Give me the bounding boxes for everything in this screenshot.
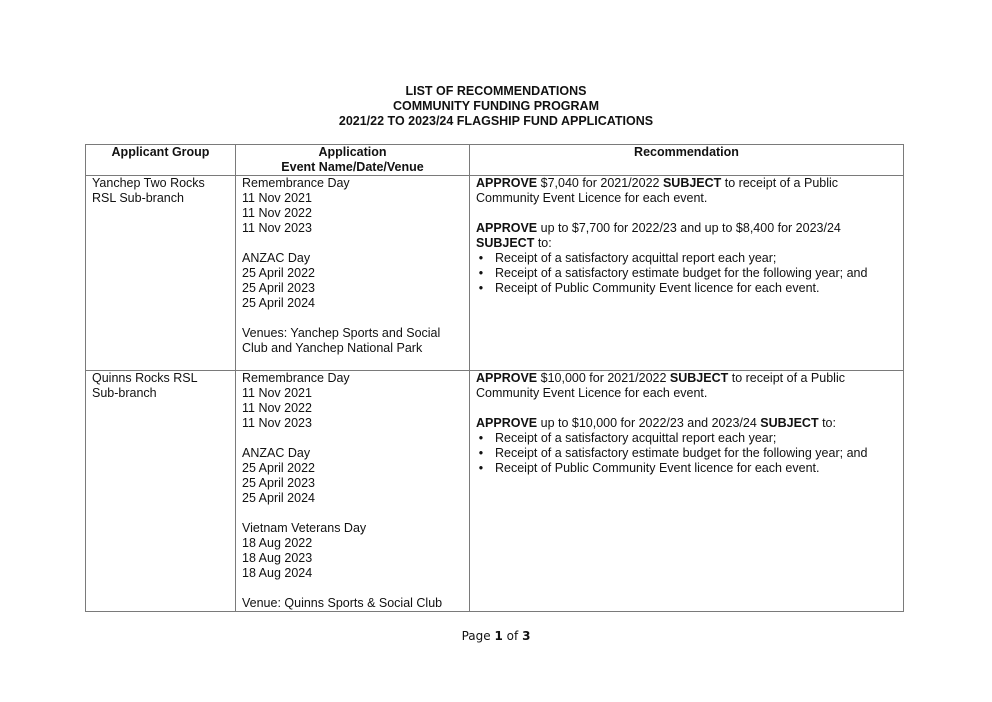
condition-item: • Receipt of Public Community Event licence for each event. [495,461,897,476]
conditions-list [476,251,897,296]
recommendation-initial [476,371,897,401]
event-date: 25 April 2023 [242,476,315,490]
event-date: 18 Aug 2022 [242,536,313,550]
approve-amount: $10,000 for 2021/2022 [537,371,670,385]
page-word: Page [461,629,491,643]
event-date: 11 Nov 2023 [242,221,312,235]
keyword-subject: SUBJECT [760,416,819,430]
applicant-cell [86,371,236,612]
keyword-approve: APPROVE [476,371,538,385]
header-application [236,145,470,176]
application-cell [236,176,470,371]
total-page-count: 3 [522,629,531,643]
keyword-approve: APPROVE [476,176,538,190]
keyword-subject: SUBJECT [669,371,729,385]
applicant-name-line2: RSL Sub-branch [92,191,184,205]
recommendation-cell [470,176,904,371]
event-name: ANZAC Day [242,251,311,265]
keyword-approve: APPROVE [476,221,538,235]
event-date: 25 April 2022 [242,461,315,475]
condition-item: • Receipt of a satisfactory acquittal report each year; [495,251,897,266]
recommendation-future [476,221,897,251]
title-line-2: COMMUNITY FUNDING PROGRAM [392,99,599,113]
table-row [86,371,904,612]
keyword-subject: SUBJECT [476,236,535,250]
recommendation-future [476,416,897,431]
applicant-name-line2: Sub-branch [92,386,157,400]
event-name: Vietnam Veterans Day [242,521,367,535]
event-date: 11 Nov 2022 [242,401,312,415]
approve-amount: up to $10,000 for 2022/23 and 2023/24 [537,416,761,430]
event-date: 18 Aug 2024 [242,566,313,580]
subject-condition: to: [818,416,836,430]
applicant-cell [86,176,236,371]
approve-amount: $7,040 for 2021/2022 [537,176,663,190]
of-word: of [506,629,519,643]
current-page-number: 1 [494,629,503,643]
event-date: 11 Nov 2022 [242,206,312,220]
event-date: 25 April 2022 [242,266,315,280]
subject-condition: to: [534,236,552,250]
approve-amount: up to $7,700 for 2022/23 and up to $8,400 for 2023/24 [537,221,841,235]
applicant-name-line1: Yanchep Two Rocks [92,176,205,190]
keyword-subject: SUBJECT [662,176,722,190]
event-name: ANZAC Day [242,446,311,460]
condition-item: • Receipt of a satisfactory estimate budget for the following year; and [495,266,897,281]
subject-condition: to receipt of a Public Community Event Licence for each event. [476,176,839,205]
header-application-line2: Event Name/Date/Venue [281,160,424,174]
conditions-list [476,431,897,476]
subject-condition: to receipt of a Public Community Event Licence for each event. [476,371,845,400]
event-date: 11 Nov 2021 [242,386,312,400]
event-name: Remembrance Day [242,176,350,190]
condition-item: • Receipt of a satisfactory acquittal report each year; [495,431,897,446]
table-header-row [86,145,904,176]
condition-item: • Receipt of Public Community Event licence for each event. [495,281,897,296]
condition-item: • Receipt of a satisfactory estimate budget for the following year; and [495,446,897,461]
event-name: Remembrance Day [242,371,350,385]
applicant-name-line1: Quinns Rocks RSL [92,371,198,385]
title-line-1: LIST OF RECOMMENDATIONS [405,84,587,98]
application-cell [236,371,470,612]
recommendations-table [85,144,904,612]
header-application-line1: Application [318,145,387,159]
event-venue: Venues: Yanchep Sports and Social Club and Yanchep National Park [242,326,441,355]
event-date: 11 Nov 2021 [242,191,312,205]
header-applicant-group: Applicant Group [86,145,236,176]
event-date: 11 Nov 2023 [242,416,312,430]
document-title [0,84,992,129]
keyword-approve: APPROVE [476,416,538,430]
event-date: 25 April 2024 [242,491,315,505]
table-row [86,176,904,371]
header-recommendation: Recommendation [470,145,904,176]
event-date: 25 April 2023 [242,281,315,295]
recommendation-cell [470,371,904,612]
event-venue: Venue: Quinns Sports & Social Club [242,596,443,610]
event-date: 18 Aug 2023 [242,551,313,565]
title-line-3: 2021/22 TO 2023/24 FLAGSHIP FUND APPLICATIONS [338,114,654,128]
event-date: 25 April 2024 [242,296,315,310]
page-footer [0,629,992,643]
recommendation-initial [476,176,897,206]
